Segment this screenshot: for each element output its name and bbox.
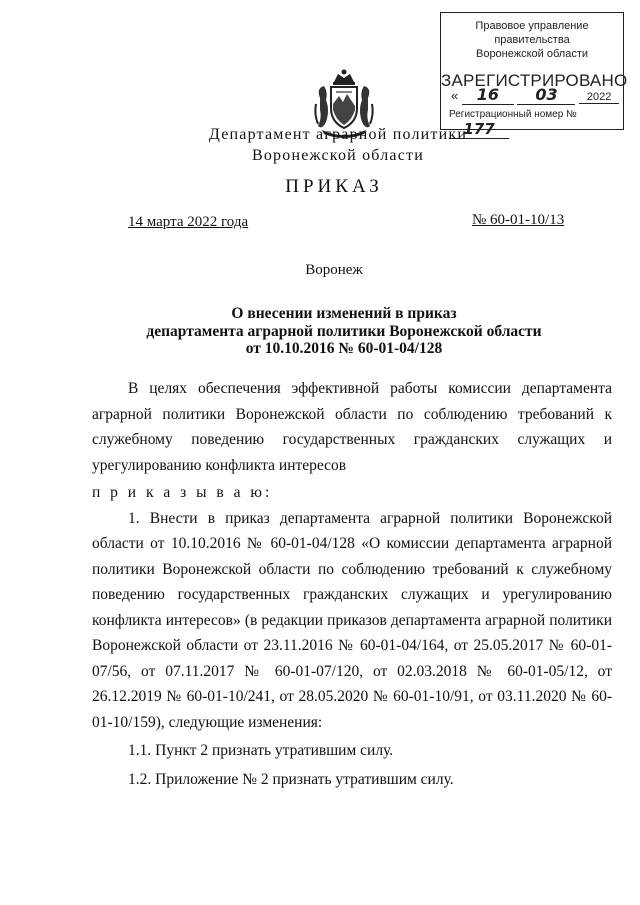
subject-line2: департамента аграрной политики Воронежской области — [146, 322, 542, 340]
stamp-regno-value: 177 — [463, 120, 495, 138]
stamp-date-quote: « — [451, 88, 459, 103]
stamp-date-year: 2022 — [579, 91, 619, 104]
stamp-org-line1: Правовое управление правительства — [475, 20, 589, 46]
order-subject — [44, 305, 640, 358]
department-name-line2: Воронежской области — [251, 147, 424, 164]
item-1-1-paragraph: 1.1. Пункт 2 признать утратившим силу. — [128, 742, 394, 759]
stamp-date-day: 16 — [476, 85, 499, 104]
stamp-date — [451, 85, 621, 105]
registration-stamp — [440, 12, 628, 138]
subject-line1: О внесении изменений в приказ — [231, 305, 457, 322]
order-body — [92, 376, 612, 792]
item-1-2-paragraph: 1.2. Приложение № 2 признать утратившим силу. — [128, 770, 454, 788]
document-title: ПРИКАЗ — [285, 176, 383, 197]
stamp-org-line2: Воронежской области — [475, 48, 588, 60]
order-number: № 60-01-10/13 — [472, 212, 565, 228]
preamble-paragraph: В целях обеспечения эффективной работы комиссии департамента аграрной политики Воронежской области по соблюдению требований к служебному поведению государственных гражданских служащих и урегулированию конфликта интересов — [92, 380, 612, 474]
department-name-line1: Департамент аграрной политики — [208, 126, 468, 143]
subject-line3: от 10.10.2016 № 60-01-04/128 — [245, 340, 443, 357]
item-1-paragraph: 1. Внести в приказ департамента аграрной политики Воронежской области от 10.10.2016 № 60-01-04/128 «О комиссии департамента аграрной политики Воронежской области по соблюдению требований к служебному поведению государственных гражданских служащих и урегулированию конфликта интересов» (в редакции приказов департамента аграрной политики Воронежской области от 23.11.2016 № 60-01-04/164, от 25.05.2017 № 60-01-07/56, от 07.11.2017 № 60-01-07/120, от 02.03.2018 № 60-01-05/12, от 26.12.2019 № 60-01-10/241, от 28.05.2020 № 60-01-10/91, от 03.11.2020 № 60-01-10/159), следующие изменения: — [92, 509, 612, 731]
stamp-organization — [441, 19, 623, 61]
stamp-date-month: 03 — [535, 85, 558, 104]
order-word: п р и к а з ы в а ю: — [92, 484, 273, 501]
city: Воронеж — [305, 262, 363, 278]
order-date: 14 марта 2022 года — [128, 214, 249, 230]
stamp-regno-label: Регистрационный номер № — [449, 109, 577, 120]
stamp-registered-label: ЗАРЕГИСТРИРОВАНО — [441, 71, 628, 90]
